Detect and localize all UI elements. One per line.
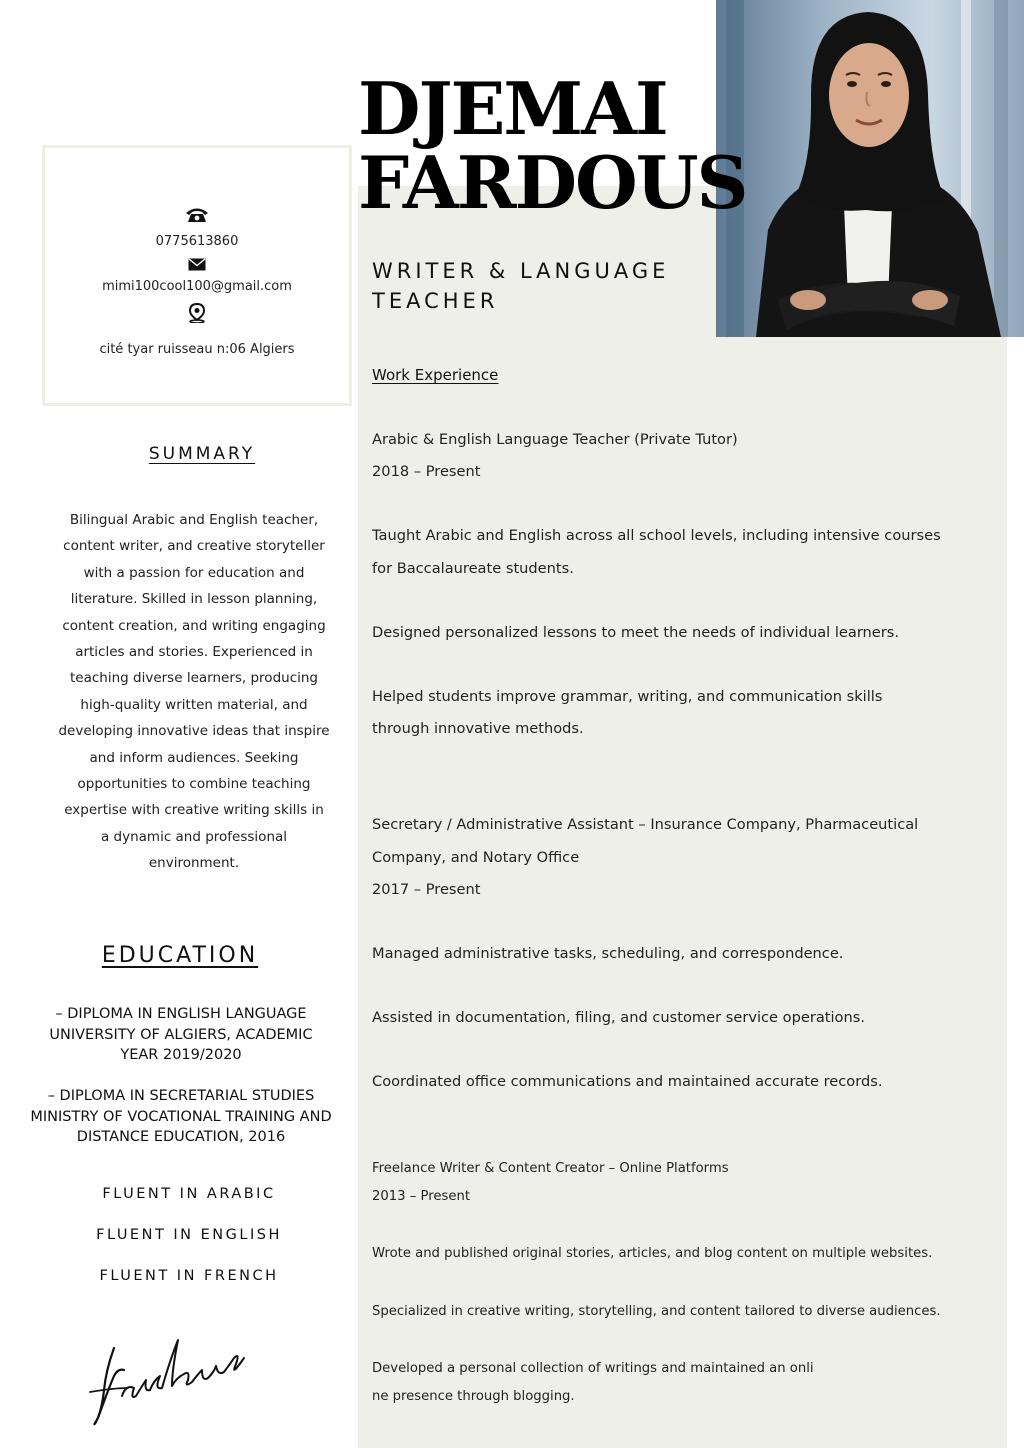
job-dates: 2013 – Present (372, 1189, 471, 1204)
summary-heading: SUMMARY (148, 444, 256, 464)
job-duty: Developed a personal collection of writings and maintained an onli (372, 1361, 814, 1376)
language-item: FLUENT IN ENGLISH (96, 1227, 282, 1243)
candidate-name (358, 66, 747, 225)
job-duty: Helped students improve grammar, writing, and communication skills (372, 688, 883, 705)
profile-photo (716, 0, 1024, 337)
job-dates: 2017 – Present (372, 881, 481, 898)
job-duty: Wrote and published original stories, articles, and blog content on multiple websites. (372, 1246, 933, 1261)
home-address: cité tyar ruisseau n:06 Algiers (99, 342, 295, 357)
language-item: FLUENT IN ARABIC (102, 1186, 276, 1202)
job-title-line: Secretary / Administrative Assistant – Insurance Company, Pharmaceutical (372, 816, 919, 833)
name-first: DJEMAI (358, 66, 667, 151)
job-dates: 2018 – Present (372, 463, 481, 480)
job-duty: for Baccalaureate students. (372, 560, 574, 577)
job-duty: ne presence through blogging. (372, 1389, 575, 1404)
job-duty: Specialized in creative writing, storytelling, and content tailored to diverse audiences. (372, 1304, 941, 1319)
job-duty: Taught Arabic and English across all school levels, including intensive courses (372, 527, 941, 544)
envelope-icon (45, 258, 349, 275)
job-duty: Designed personalized lessons to meet the needs of individual learners. (372, 624, 900, 641)
job-title-line1: WRITER & LANGUAGE (372, 259, 670, 283)
phone-number: 0775613860 (155, 234, 239, 249)
job-duty: through innovative methods. (372, 720, 584, 737)
education-item: – DIPLOMA IN ENGLISH LANGUAGE UNIVERSITY OF ALGIERS, ACADEMIC YEAR 2019/2020 (49, 1006, 313, 1064)
job-title-line: Freelance Writer & Content Creator – Online Platforms (372, 1161, 729, 1176)
work-experience-heading: Work Experience (372, 366, 499, 384)
contact-box (42, 145, 352, 406)
telephone-icon (45, 206, 349, 228)
language-item: FLUENT IN FRENCH (99, 1268, 279, 1284)
job-duty: Assisted in documentation, filing, and customer service operations. (372, 1009, 865, 1026)
education-heading: EDUCATION (101, 943, 259, 968)
email-address: mimi100cool100@gmail.com (102, 279, 292, 294)
job-title-line: Arabic & English Language Teacher (Private Tutor) (372, 431, 738, 448)
job-title-line2: TEACHER (372, 289, 499, 313)
name-last: FARDOUS (358, 140, 747, 225)
location-pin-icon (45, 303, 349, 327)
signature (84, 1330, 254, 1434)
job-title (372, 256, 702, 316)
job-duty: Managed administrative tasks, scheduling, and correspondence. (372, 945, 844, 962)
education-item: – DIPLOMA IN SECRETARIAL STUDIES MINISTRY OF VOCATIONAL TRAINING AND DISTANCE EDUCATION, 2016 (30, 1088, 332, 1146)
job-title-line: Company, and Notary Office (372, 849, 580, 866)
job-duty: Coordinated office communications and maintained accurate records. (372, 1073, 883, 1090)
summary-text: Bilingual Arabic and English teacher, content writer, and creative storyteller with a passion for education and literature. Skilled in lesson planning, content creation, and writing engaging articles and stories. Experienced in teaching diverse learners, producing high-quality written material, and developing innovative ideas that inspire and inform audiences. Seeking opportunities to combine teaching expertise with creative writing skills in a dynamic and professional environment. (58, 512, 330, 872)
